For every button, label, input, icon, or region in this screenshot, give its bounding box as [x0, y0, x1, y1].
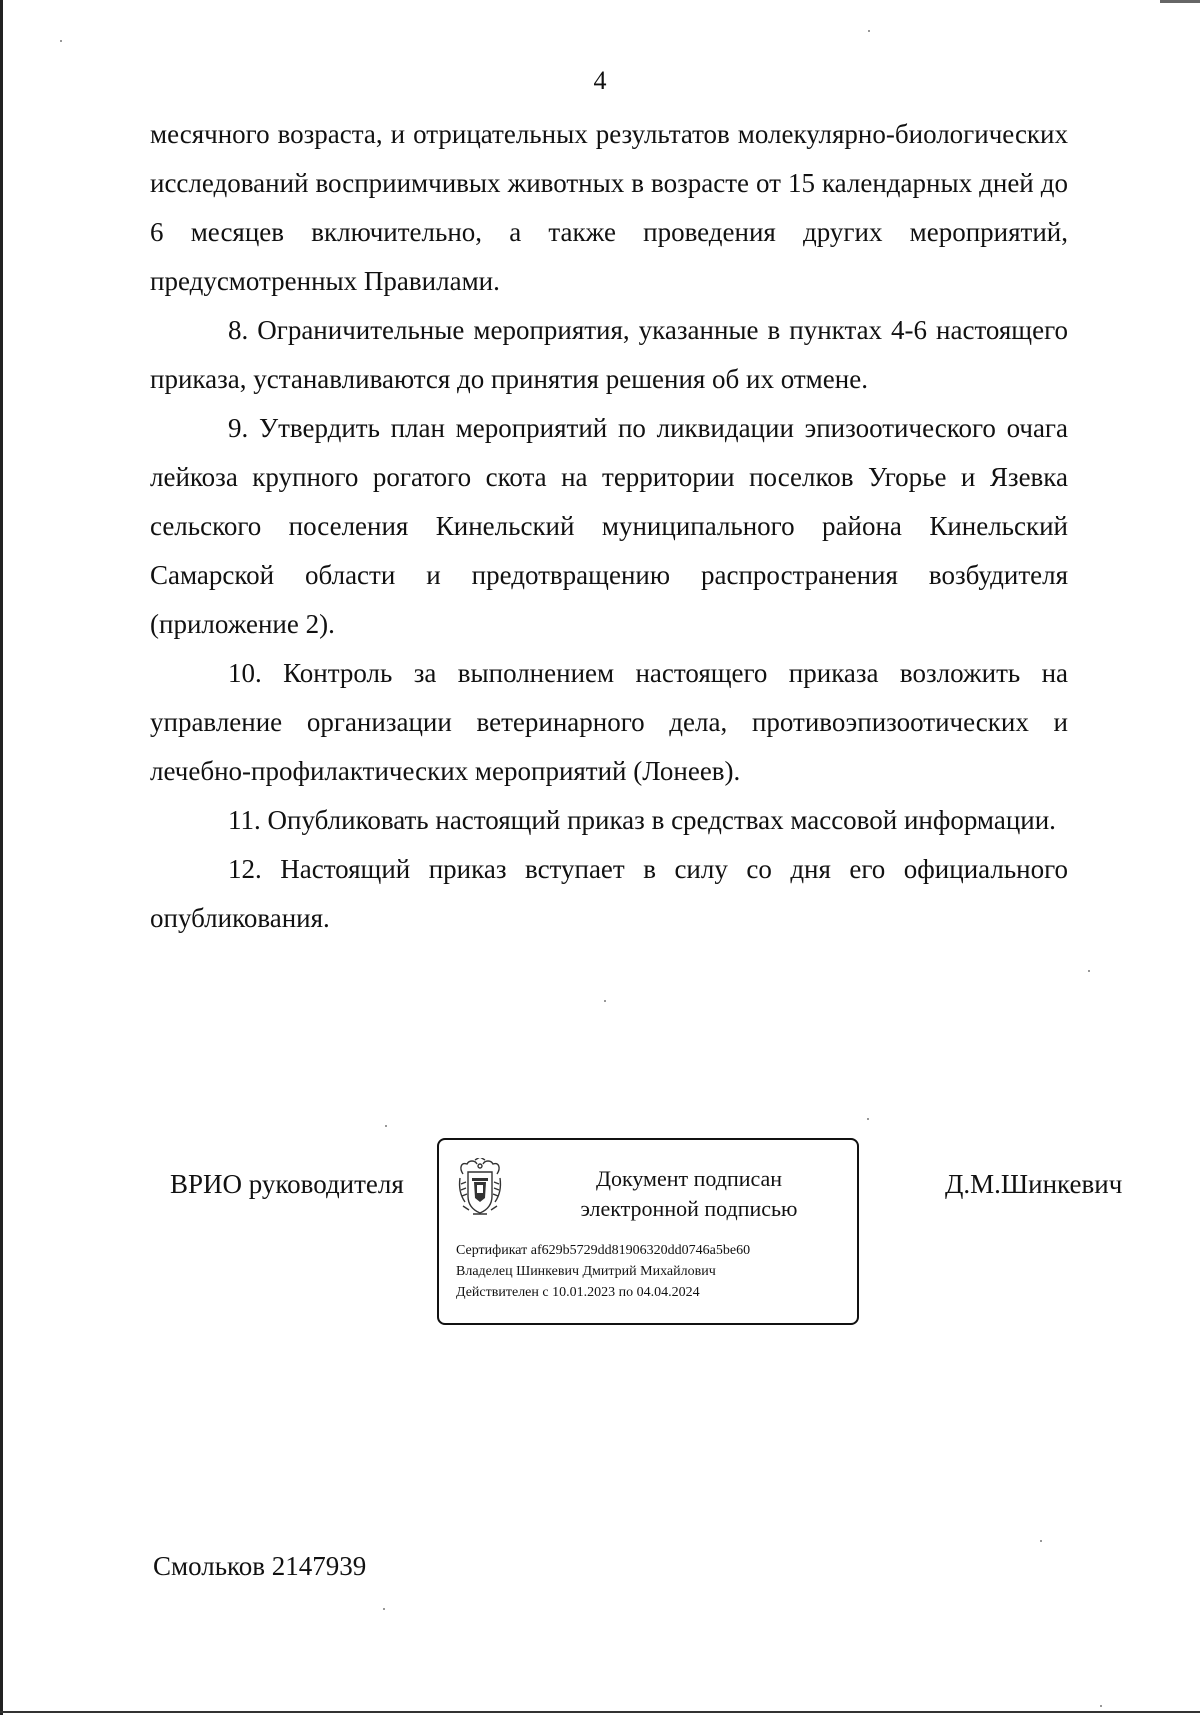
scan-speck [60, 40, 62, 42]
signature-title-line1: Документ подписан [595, 1166, 783, 1191]
scan-speck [1100, 1705, 1102, 1707]
body-text [150, 110, 1068, 943]
paragraph-item-8: 8. Ограничительные мероприятия, указанные в пунктах 4-6 настоящего приказа, устанавливаются до принятия решения об их отмене. [150, 315, 1068, 394]
scan-speck [604, 1000, 606, 1002]
scan-edge-left [0, 0, 3, 1715]
paragraph-continuation: месячного возраста, и отрицательных результатов молекулярно-биологических исследований восприимчивых животных в возрасте от 15 календарных дней до 6 месяцев включительно, а также проведения других мероприятий, предусмотренных Правилами. [150, 119, 1068, 296]
certificate-owner: Владелец Шинкевич Дмитрий Михайлович [456, 1264, 716, 1279]
signature-details [456, 1240, 851, 1303]
certificate-number: Сертификат af629b5729dd81906320dd0746a5be60 [456, 1243, 751, 1258]
scan-speck [867, 1118, 869, 1120]
paragraph-item-11: 11. Опубликовать настоящий приказ в средствах массовой информации. [228, 805, 1056, 835]
paragraph-item-10: 10. Контроль за выполнением настоящего приказа возложить на управление организации ветеринарного дела, противоэпизоотических и лечебно-профилактических мероприятий (Лонеев). [150, 658, 1068, 786]
scan-speck [385, 1125, 387, 1127]
signature-title-line2: электронной подписью [580, 1196, 798, 1221]
coat-of-arms-icon [455, 1158, 505, 1218]
executor-note: Смольков 2147939 [153, 1551, 367, 1581]
scan-speck [1088, 970, 1090, 972]
scan-speck [383, 1608, 385, 1610]
signature-title [539, 1164, 839, 1224]
scan-edge-bottom [0, 1711, 1200, 1713]
scan-speck [868, 30, 870, 32]
page-number: 4 [593, 66, 607, 95]
paragraph-item-12: 12. Настоящий приказ вступает в силу со дня его официального опубликования. [150, 854, 1068, 933]
signatory-position: ВРИО руководителя [170, 1169, 404, 1199]
certificate-validity: Действителен с 10.01.2023 по 04.04.2024 [456, 1285, 700, 1300]
scan-edge-top-right [1160, 0, 1200, 3]
signatory-name: Д.М.Шинкевич [945, 1169, 1123, 1199]
paragraph-item-9: 9. Утвердить план мероприятий по ликвидации эпизоотического очага лейкоза крупного рогатого скота на территории поселков Угорье и Язевка сельского поселения Кинельский муниципального района Кинельский Самарской области и предотвращению распространения возбудителя (приложение 2). [150, 413, 1068, 639]
scan-speck [1040, 1540, 1042, 1542]
electronic-signature-stamp [437, 1138, 859, 1325]
